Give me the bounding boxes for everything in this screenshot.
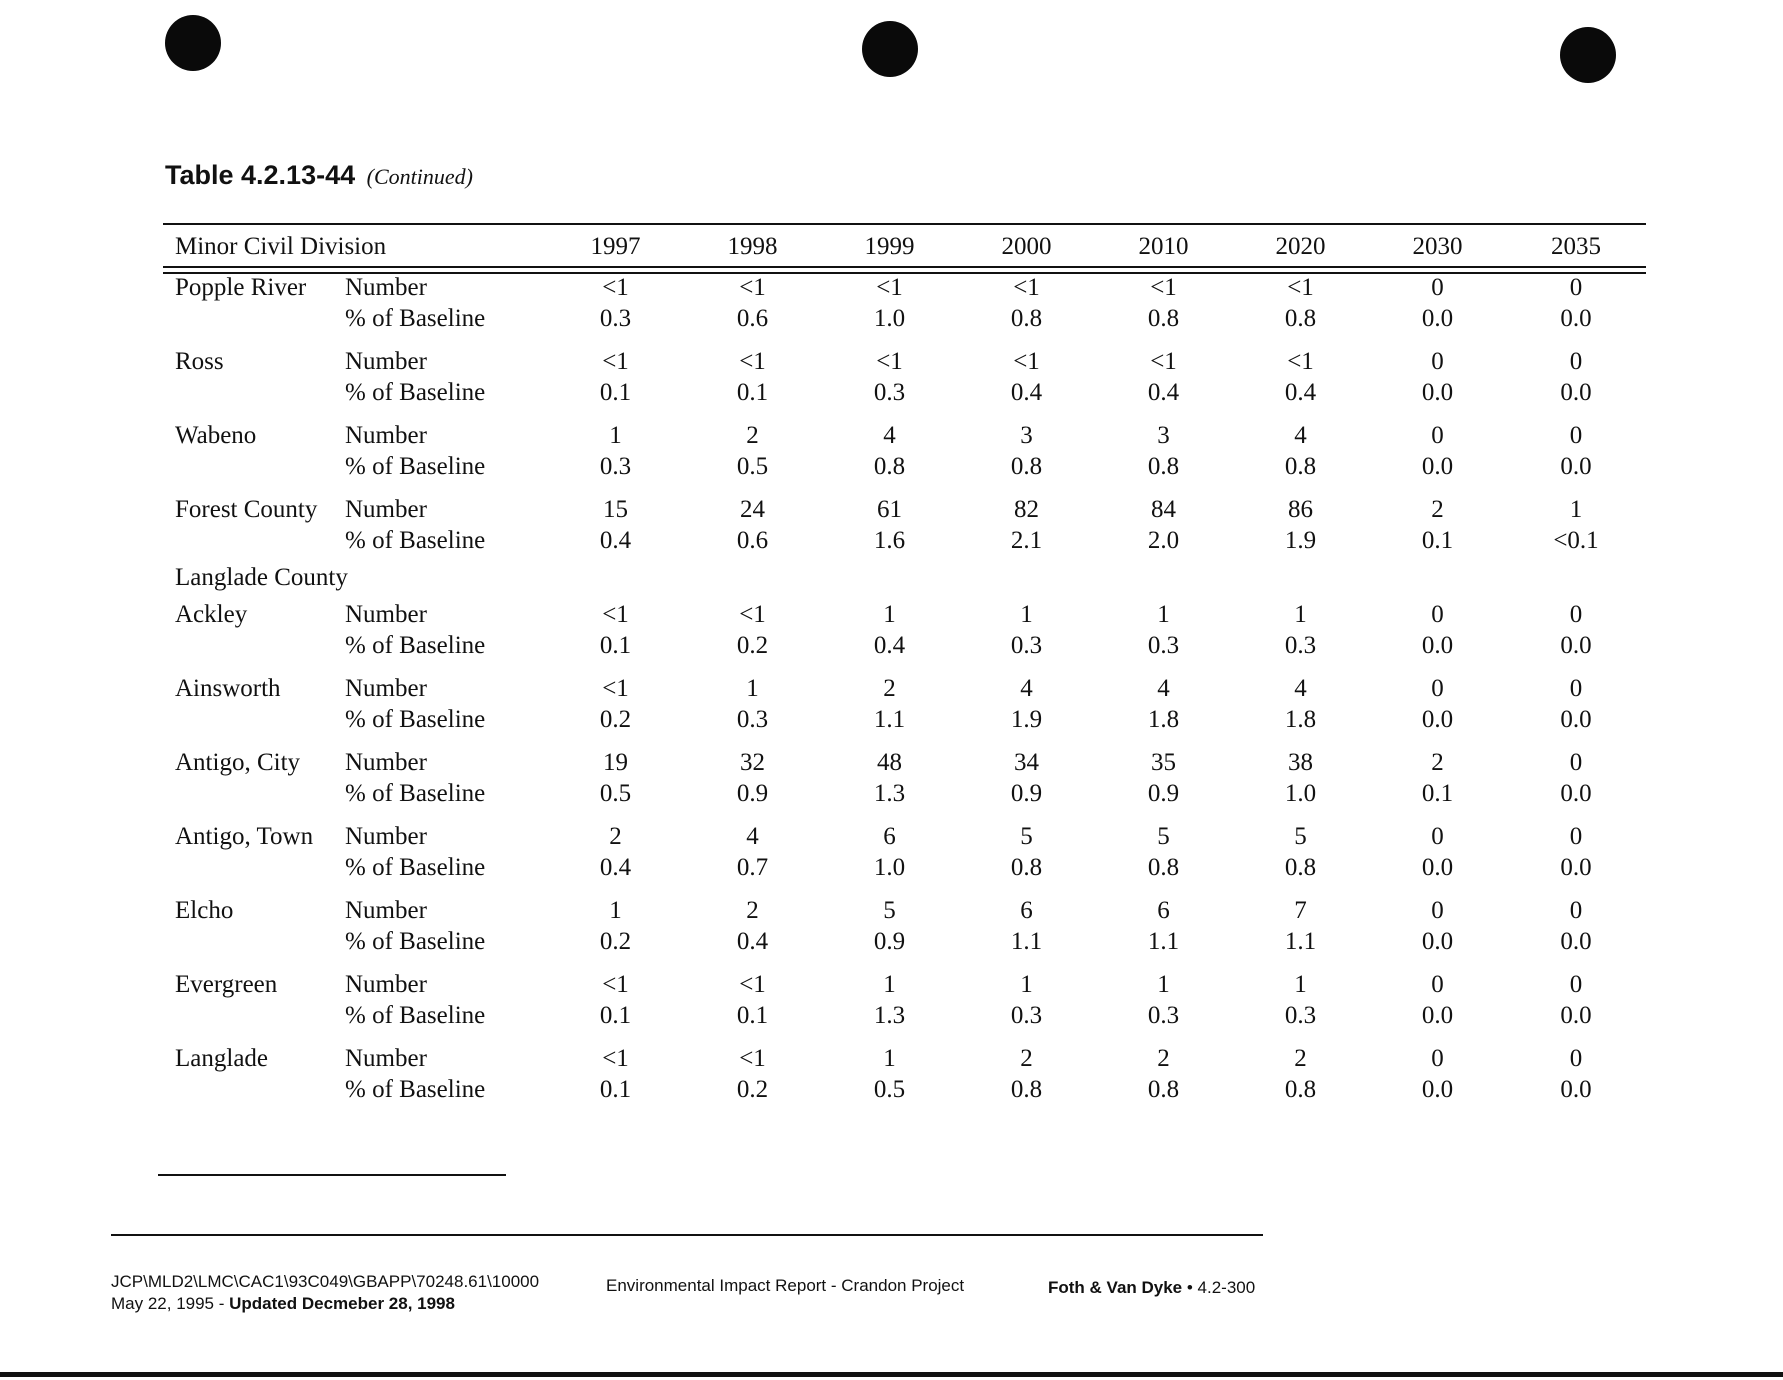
table-cell: 1 (1157, 971, 1170, 998)
table-cell: 1.1 (873, 706, 906, 733)
place-name: Popple River (175, 274, 307, 301)
place-name: Elcho (175, 897, 234, 924)
footer-report-title: Environmental Impact Report - Crandon Project (606, 1276, 965, 1295)
table-cell: 0.1 (599, 379, 632, 406)
table-row (163, 266, 1646, 303)
table-cell: 0 (1431, 1045, 1444, 1072)
table-cell: 2 (883, 675, 896, 702)
table-cell: 0.2 (736, 1076, 769, 1103)
table-cell: 4 (1157, 675, 1170, 702)
table-cell: 0.0 (1560, 780, 1592, 807)
table-cell: <1 (1150, 348, 1177, 375)
header-row (163, 228, 1646, 266)
table-row (163, 704, 1646, 741)
table-cell: 1.1 (1147, 928, 1180, 955)
table-cell: 0.4 (736, 928, 769, 955)
table-cell: 0 (1569, 1045, 1583, 1072)
table-cell: 0.4 (599, 527, 632, 554)
metric-label: % of Baseline (345, 453, 486, 480)
table-cell: 0.4 (1010, 379, 1043, 406)
place-name (163, 926, 345, 963)
table-cell: 0.8 (1147, 305, 1180, 332)
table-cell: 1 (1294, 971, 1307, 998)
table-cell: 84 (1151, 496, 1177, 523)
table-cell: 1.3 (873, 1002, 906, 1029)
footer-page (1048, 1278, 1255, 1298)
table-cell: 5 (1020, 823, 1033, 850)
table-cell: <0.1 (1553, 527, 1599, 554)
binder-hole (862, 21, 918, 77)
table-cell: <1 (739, 601, 766, 628)
table-cell: 0 (1569, 422, 1583, 449)
footer-rule (111, 1234, 1263, 1236)
metric-label: Number (345, 1045, 427, 1072)
table-cell: 82 (1014, 496, 1040, 523)
table-cell: 2.0 (1147, 527, 1180, 554)
table-cell: 4 (883, 422, 896, 449)
table-cell: 0.9 (736, 780, 769, 807)
table-cell: 0 (1431, 971, 1444, 998)
data-table (163, 228, 1646, 1111)
table-row (163, 741, 1646, 778)
metric-label: % of Baseline (345, 632, 486, 659)
table-cell: 0.0 (1560, 453, 1592, 480)
table-cell: 5 (1294, 823, 1307, 850)
table-cell: 0.8 (1284, 453, 1317, 480)
table-cell: 0.0 (1421, 379, 1454, 406)
table-cell: 0.9 (1147, 780, 1180, 807)
binder-hole (1560, 27, 1616, 83)
column-header-year: 1997 (590, 233, 641, 260)
table-cell: 0.4 (873, 632, 906, 659)
table-cell: 0.8 (1010, 453, 1043, 480)
table-cell: <1 (739, 348, 766, 375)
metric-label: % of Baseline (345, 706, 486, 733)
table-cell: 1.8 (1284, 706, 1317, 733)
table-cell: 1.3 (873, 780, 906, 807)
table-cell: 0.6 (736, 305, 769, 332)
metric-label: Number (345, 749, 427, 776)
table-cell: <1 (602, 971, 629, 998)
table-cell: 6 (883, 823, 896, 850)
table-cell: 0 (1431, 274, 1444, 301)
table-cell: 0.2 (736, 632, 769, 659)
column-header-year: 2035 (1551, 233, 1602, 260)
table-body-forest (163, 266, 1646, 562)
place-name: Langlade (175, 1045, 269, 1072)
table-cell: 0.0 (1560, 854, 1592, 881)
table-cell: 0 (1569, 749, 1583, 776)
metric-label: % of Baseline (345, 1076, 486, 1103)
table-cell: <1 (602, 274, 629, 301)
table-row (163, 414, 1646, 451)
table-cell: 1 (1569, 496, 1583, 523)
metric-label: % of Baseline (345, 780, 486, 807)
table-cell: 0.5 (736, 453, 769, 480)
table-cell: <1 (1287, 274, 1314, 301)
table-cell: 0 (1431, 601, 1444, 628)
table-cell: 0.2 (599, 706, 632, 733)
table-cell: 0.8 (1147, 1076, 1180, 1103)
table-cell: 0 (1431, 823, 1444, 850)
table-cell: 0.5 (873, 1076, 906, 1103)
metric-label: % of Baseline (345, 928, 486, 955)
place-name (163, 630, 345, 667)
table-cell: 0.0 (1421, 632, 1454, 659)
table-row (163, 1074, 1646, 1111)
table-cell: 0.8 (873, 453, 906, 480)
table-row (163, 488, 1646, 525)
table-row (163, 303, 1646, 340)
table-cell: 1.1 (1284, 928, 1317, 955)
table-cell: 5 (1157, 823, 1170, 850)
table-cell: 5 (883, 897, 896, 924)
place-name (163, 303, 345, 340)
place-name (163, 778, 345, 815)
footer-page-number: • 4.2-300 (1182, 1278, 1256, 1297)
table-cell: <1 (602, 348, 629, 375)
table-cell: 0.3 (736, 706, 769, 733)
table-row (163, 1000, 1646, 1037)
column-header-year: 2000 (1001, 233, 1052, 260)
table-cell: 15 (603, 496, 629, 523)
table-cell: 61 (877, 496, 903, 523)
table-cell: 1.1 (1010, 928, 1043, 955)
place-name: Wabeno (175, 422, 257, 449)
table-cell: 0.0 (1421, 854, 1454, 881)
place-name (163, 451, 345, 488)
table-cell: 0.3 (1010, 632, 1043, 659)
table-cell: 1 (1020, 601, 1033, 628)
table-end-rule (158, 1174, 506, 1176)
metric-label: Number (345, 496, 427, 523)
place-name: Ross (175, 348, 224, 375)
table-cell: 0.4 (1147, 379, 1180, 406)
table-row (163, 593, 1646, 630)
table-cell: 1 (609, 897, 622, 924)
table-cell: 0.3 (873, 379, 906, 406)
place-name (163, 704, 345, 741)
table-cell: 0 (1431, 675, 1444, 702)
table-row (163, 377, 1646, 414)
table-cell: 0.0 (1421, 1002, 1454, 1029)
table-cell: 1 (609, 422, 622, 449)
footer-file-path: JCP\MLD2\LMC\CAC1\93C049\GBAPP\70248.61\10000 (111, 1272, 540, 1291)
table-cell: 0.0 (1421, 928, 1454, 955)
table-cell: 24 (740, 496, 766, 523)
table-cell: 0.0 (1560, 379, 1592, 406)
table-cell: 0.3 (599, 305, 632, 332)
table-cell: 0.8 (1284, 1076, 1317, 1103)
metric-label: Number (345, 675, 427, 702)
table-cell: 0 (1569, 601, 1583, 628)
table-cell: 0 (1569, 675, 1583, 702)
table-cell: 2 (1157, 1045, 1170, 1072)
column-header-year: 1998 (727, 233, 778, 260)
table-cell: 0.8 (1010, 854, 1043, 881)
table-cell: 0.0 (1421, 706, 1454, 733)
place-name: Antigo, City (175, 749, 301, 776)
metric-label: Number (345, 971, 427, 998)
place-name: Forest County (175, 496, 318, 523)
table-cell: 3 (1157, 422, 1170, 449)
table-cell: 0.3 (1010, 1002, 1043, 1029)
table-cell: 0.3 (1284, 1002, 1317, 1029)
table-cell: 0.8 (1284, 854, 1317, 881)
metric-label: Number (345, 274, 427, 301)
table-cell: 1.6 (873, 527, 906, 554)
table-row (163, 963, 1646, 1000)
table-cell: 1.9 (1010, 706, 1043, 733)
metric-label: % of Baseline (345, 1002, 486, 1029)
table-row (163, 1037, 1646, 1074)
table-cell: 0.8 (1010, 305, 1043, 332)
table-cell: 2 (1020, 1045, 1033, 1072)
metric-label: % of Baseline (345, 305, 486, 332)
table-cell: 2 (1431, 496, 1444, 523)
table-cell: 0.6 (736, 527, 769, 554)
table-cell: <1 (1150, 274, 1177, 301)
table-cell: 0.8 (1147, 854, 1180, 881)
table-cell: <1 (876, 348, 903, 375)
table-cell: 34 (1014, 749, 1040, 776)
table-cell: 2 (609, 823, 622, 850)
table-cell: 1 (883, 601, 896, 628)
continued-note: (Continued) (366, 164, 473, 189)
table-cell: 0.3 (599, 453, 632, 480)
table-cell: 4 (1294, 422, 1307, 449)
table-body-langlade (163, 593, 1646, 1111)
table-row (163, 630, 1646, 667)
table-cell: 0.1 (599, 1002, 632, 1029)
table-cell: 6 (1020, 897, 1033, 924)
table-cell: 86 (1288, 496, 1314, 523)
table-cell: 0 (1569, 823, 1583, 850)
table-cell: 0.3 (1147, 632, 1180, 659)
place-name (163, 1000, 345, 1037)
table-cell: 0.3 (1284, 632, 1317, 659)
table-cell: <1 (1013, 274, 1040, 301)
table-cell: 0.1 (599, 632, 632, 659)
metric-label: % of Baseline (345, 854, 486, 881)
table-cell: 2 (1294, 1045, 1307, 1072)
table-cell: 48 (877, 749, 903, 776)
footer-dates (111, 1294, 455, 1314)
table-cell: 32 (740, 749, 766, 776)
table-cell: 19 (603, 749, 629, 776)
table-cell: 2.1 (1010, 527, 1043, 554)
column-header-year: 2010 (1138, 233, 1189, 260)
metric-label: Number (345, 897, 427, 924)
table-cell: 0.0 (1560, 305, 1592, 332)
table-cell: <1 (739, 274, 766, 301)
column-header-year: 2020 (1275, 233, 1326, 260)
table-cell: 0.0 (1560, 706, 1592, 733)
table-cell: 0.8 (1147, 453, 1180, 480)
table-cell: 0.0 (1421, 305, 1454, 332)
table-row (163, 525, 1646, 562)
table-cell: <1 (876, 274, 903, 301)
table-cell: 0.8 (1284, 305, 1317, 332)
footer-firm: Foth & Van Dyke (1048, 1278, 1183, 1297)
column-header-division: Minor Civil Division (175, 233, 387, 260)
metric-label: Number (345, 348, 427, 375)
table-row (163, 852, 1646, 889)
table-cell: 0.1 (599, 1076, 632, 1103)
table-cell: <1 (602, 675, 629, 702)
footer-date-original: May 22, 1995 - (111, 1294, 230, 1313)
table-title (165, 160, 473, 191)
place-name: Ackley (175, 601, 248, 628)
table-cell: 1 (1020, 971, 1033, 998)
table-cell: 0 (1431, 422, 1444, 449)
table-cell: 1.0 (873, 854, 906, 881)
page-edge-line (0, 1372, 1783, 1377)
table-row (163, 889, 1646, 926)
place-name (163, 377, 345, 414)
place-name: Evergreen (175, 971, 278, 998)
table-row (163, 926, 1646, 963)
table-cell: <1 (1013, 348, 1040, 375)
table-cell: 0 (1569, 348, 1583, 375)
table-cell: 0.0 (1421, 453, 1454, 480)
metric-label: Number (345, 601, 427, 628)
table-top-rule (163, 223, 1646, 225)
table-cell: 0 (1431, 897, 1444, 924)
place-name (163, 1074, 345, 1111)
table-row (163, 815, 1646, 852)
table-cell: 4 (746, 823, 759, 850)
column-header-year: 2030 (1412, 233, 1463, 260)
metric-label: % of Baseline (345, 379, 486, 406)
table-cell: 1 (883, 971, 896, 998)
table-cell: 1.8 (1147, 706, 1180, 733)
table-cell: 0.0 (1560, 1076, 1592, 1103)
table-cell: 0.0 (1560, 1002, 1592, 1029)
metric-label: % of Baseline (345, 527, 486, 554)
table-cell: 0 (1431, 348, 1444, 375)
table-cell: 0.1 (1421, 780, 1454, 807)
table-cell: <1 (1287, 348, 1314, 375)
table-cell: 0 (1569, 897, 1583, 924)
metric-label: Number (345, 422, 427, 449)
table-cell: 0.9 (873, 928, 906, 955)
table-cell: 0 (1569, 274, 1583, 301)
table-cell: 1.0 (1284, 780, 1317, 807)
table-cell: 0.9 (1010, 780, 1043, 807)
section-langlade (163, 562, 1646, 593)
table-number: Table 4.2.13-44 (165, 160, 356, 190)
table-header (163, 228, 1646, 266)
table-cell: 0.0 (1560, 928, 1592, 955)
table-row (163, 778, 1646, 815)
table-cell: 2 (1431, 749, 1444, 776)
table-cell: 0.0 (1421, 1076, 1454, 1103)
column-header-year: 1999 (864, 233, 915, 260)
footer-date-updated: Updated Decmeber 28, 1998 (229, 1294, 455, 1313)
table-cell: 3 (1020, 422, 1033, 449)
table-cell: 0.5 (599, 780, 632, 807)
table-cell: 4 (1294, 675, 1307, 702)
table-cell: 1.0 (873, 305, 906, 332)
table-cell: 35 (1151, 749, 1177, 776)
table-cell: 0.3 (1147, 1002, 1180, 1029)
table-cell: 4 (1020, 675, 1033, 702)
table-cell: 0.0 (1560, 632, 1592, 659)
table-cell: 0.7 (736, 854, 769, 881)
table-cell: 0.1 (736, 379, 769, 406)
table-row (163, 451, 1646, 488)
table-cell: 0.8 (1010, 1076, 1043, 1103)
table-cell: 0 (1569, 971, 1583, 998)
table-cell: 0.1 (1421, 527, 1454, 554)
place-name (163, 525, 345, 562)
section-label: Langlade County (175, 564, 348, 591)
table-row (163, 340, 1646, 377)
table-cell: 1.9 (1284, 527, 1317, 554)
table-cell: <1 (739, 1045, 766, 1072)
section-row (163, 562, 1646, 593)
table-cell: 38 (1288, 749, 1314, 776)
table-row (163, 667, 1646, 704)
place-name (163, 852, 345, 889)
place-name: Antigo, Town (175, 823, 314, 850)
table-cell: 0.2 (599, 928, 632, 955)
place-name: Ainsworth (175, 675, 281, 702)
table-cell: <1 (739, 971, 766, 998)
binder-hole (165, 15, 221, 71)
table-cell: <1 (602, 1045, 629, 1072)
table-cell: 1 (1294, 601, 1307, 628)
table-cell: 0.4 (599, 854, 632, 881)
table-cell: 6 (1157, 897, 1170, 924)
table-cell: 2 (746, 897, 759, 924)
table-cell: 0.1 (736, 1002, 769, 1029)
table-cell: 0.4 (1284, 379, 1317, 406)
table-cell: <1 (602, 601, 629, 628)
table-cell: 7 (1294, 897, 1307, 924)
table-cell: 1 (1157, 601, 1170, 628)
table-cell: 1 (883, 1045, 896, 1072)
table-cell: 2 (746, 422, 759, 449)
metric-label: Number (345, 823, 427, 850)
table-cell: 1 (746, 675, 759, 702)
